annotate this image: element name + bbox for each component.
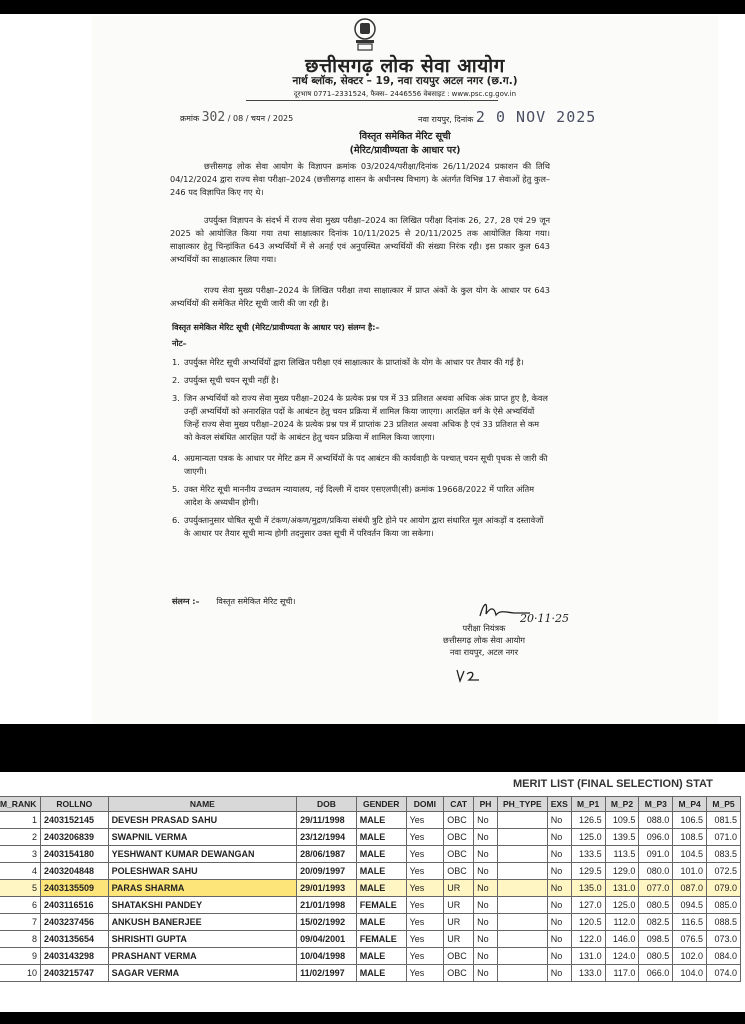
p5-cell: 088.5 [707, 914, 741, 931]
p3-cell: 080.5 [639, 897, 673, 914]
note-item: 6. उपर्युक्तानुसार घोषित सूची में टंकण/अंकण/मुद्रण/प्रकिया संबंधी त्रुटि होने पर आयोग द्वारा संधारित मूल आंकड़ों व दस्तावेजों के आधार पर तैयार सूची मान्य होगी तदनुसार उक्त सूची में परिवर्तन किया जा सकेगा। [172, 515, 544, 538]
p5-cell: 079.0 [707, 880, 741, 897]
gender-cell: MALE [356, 914, 406, 931]
p4-cell: 116.5 [673, 914, 707, 931]
dob-cell: 10/04/1998 [297, 948, 357, 965]
exs-cell: No [547, 948, 571, 965]
column-header: M_P3 [639, 797, 673, 812]
title-line-2: (मेरिट/प्रावीण्यता के आधार पर) [349, 145, 461, 156]
column-header: M_P4 [673, 797, 707, 812]
note-item: 3. जिन अभ्यर्थियों को राज्य सेवा मुख्य परीक्षा–2024 के प्रत्येक प्रश्न पत्र में 33 प्रतिशत अथवा अधिक अंक प्राप्त हुए है, केवल उन्हीं अभ्यर्थियों को अनारक्षित पदों के आबंटन हेतु चयन प्रक्रिया में शामिल किया जाएगा। आरक्षित वर्ग के ऐसे अभ्यर्थियों जिन्हें राज्य सेवा मुख्य परीक्षा–2024 के प्रत्येक प्रश्न पत्र में प्राप्तांक 23 प्रतिशत अथवा अधिक है एवं 33 प्रतिशत से कम को केवल संबंधित आरक्षित पदों के आबंटन हेतु चयन प्रक्रिया में शामिल किया जाएगा। [172, 393, 548, 442]
initials-icon [454, 666, 482, 684]
state-emblem-icon [348, 16, 382, 52]
dob-cell: 20/09/1997 [297, 863, 357, 880]
p5-cell: 071.0 [707, 829, 741, 846]
paragraph-3: राज्य सेवा मुख्य परीक्षा–2024 के लिखित परीक्षा तथा साक्षात्कार में प्राप्त अंकों के कुल योग के आधार पर 643 अभ्यर्थियों की समेकित मेरिट सूची जारी की जा रही है। [170, 285, 550, 308]
roll-cell: 2403143298 [40, 948, 108, 965]
dob-cell: 09/04/2001 [297, 931, 357, 948]
ph-type-cell [497, 948, 547, 965]
category-cell: UR [444, 931, 474, 948]
dob-cell: 15/02/1992 [297, 914, 357, 931]
signature-date: 20·11·25 [520, 612, 569, 625]
ph-cell: No [474, 897, 498, 914]
table-row [0, 897, 741, 914]
exs-cell: No [547, 829, 571, 846]
gender-cell: MALE [356, 829, 406, 846]
p2-cell: 109.5 [605, 812, 639, 829]
bottom-black-strip [0, 1012, 745, 1024]
roll-cell: 2403154180 [40, 846, 108, 863]
dob-cell: 11/02/1997 [297, 965, 357, 982]
column-header: NAME [108, 797, 297, 812]
p2-cell: 124.0 [605, 948, 639, 965]
gender-cell: MALE [356, 812, 406, 829]
exs-cell: No [547, 863, 571, 880]
date-stamp: 2 0 NOV 2025 [475, 108, 597, 126]
p3-cell: 080.5 [639, 948, 673, 965]
dob-cell: 29/11/1998 [297, 812, 357, 829]
p3-cell: 066.0 [639, 965, 673, 982]
roll-cell: 2403135654 [40, 931, 108, 948]
ph-type-cell [497, 965, 547, 982]
dob-cell: 29/01/1993 [297, 880, 357, 897]
ph-cell: No [474, 965, 498, 982]
category-cell: UR [444, 897, 474, 914]
p5-cell: 085.0 [707, 897, 741, 914]
p4-cell: 101.0 [673, 863, 707, 880]
p2-cell: 146.0 [605, 931, 639, 948]
column-header: ROLLNO [40, 797, 108, 812]
p4-cell: 106.5 [673, 812, 707, 829]
p3-cell: 077.0 [639, 880, 673, 897]
header-rule [246, 100, 498, 101]
p1-cell: 131.0 [571, 948, 605, 965]
title-line-1: विस्तृत समेकित मेरिट सूची [359, 131, 451, 142]
p1-cell: 133.5 [571, 846, 605, 863]
p1-cell: 125.0 [571, 829, 605, 846]
p3-cell: 098.5 [639, 931, 673, 948]
p2-cell: 117.0 [605, 965, 639, 982]
exs-cell: No [547, 931, 571, 948]
exs-cell: No [547, 965, 571, 982]
domicile-cell: Yes [406, 880, 444, 897]
p1-cell: 135.0 [571, 880, 605, 897]
p1-cell: 133.0 [571, 965, 605, 982]
roll-cell: 2403135509 [40, 880, 108, 897]
domicile-cell: Yes [406, 846, 444, 863]
column-header: DOB [297, 797, 357, 812]
rank-cell: 3 [0, 846, 40, 863]
note-item: 2. उपर्युक्त सूची चयन सूची नहीं है। [172, 375, 279, 385]
gender-cell: FEMALE [356, 931, 406, 948]
table-row [0, 965, 741, 982]
rank-cell: 4 [0, 863, 40, 880]
p2-cell: 129.0 [605, 863, 639, 880]
p1-cell: 122.0 [571, 931, 605, 948]
column-header: EXS [547, 797, 571, 812]
p2-cell: 125.0 [605, 897, 639, 914]
ph-type-cell [497, 829, 547, 846]
rank-cell: 5 [0, 880, 40, 897]
signer-org: छत्तीसगढ़ लोक सेवा आयोग [442, 635, 526, 645]
ph-type-cell [497, 914, 547, 931]
ph-cell: No [474, 931, 498, 948]
category-cell: OBC [444, 812, 474, 829]
p5-cell: 083.5 [707, 846, 741, 863]
gender-cell: FEMALE [356, 897, 406, 914]
note-item: 5. उक्त मेरिट सूची माननीय उच्चतम न्यायालय, नई दिल्ली में दायर एसएलपी(सी) क्रमांक 19668/2022 में पारित अंतिम आदेश के अध्यधीन होगी। [172, 484, 535, 507]
gender-cell: MALE [356, 880, 406, 897]
ph-cell: No [474, 914, 498, 931]
org-name: छत्तीसगढ़ लोक सेवा आयोग [305, 55, 505, 77]
category-cell: OBC [444, 829, 474, 846]
domicile-cell: Yes [406, 897, 444, 914]
enclosure-line [172, 596, 295, 607]
name-cell: POLESHWAR SAHU [108, 863, 297, 880]
table-row [0, 863, 741, 880]
column-header: M_P5 [707, 797, 741, 812]
exs-cell: No [547, 812, 571, 829]
ph-cell: No [474, 846, 498, 863]
dob-cell: 28/06/1987 [297, 846, 357, 863]
ph-cell: No [474, 812, 498, 829]
reference-line [180, 110, 293, 125]
p1-cell: 120.5 [571, 914, 605, 931]
ph-type-cell [497, 931, 547, 948]
rank-cell: 7 [0, 914, 40, 931]
name-cell: PRASHANT VERMA [108, 948, 297, 965]
exs-cell: No [547, 914, 571, 931]
category-cell: OBC [444, 965, 474, 982]
rank-cell: 9 [0, 948, 40, 965]
table-row [0, 846, 741, 863]
date-line [418, 108, 596, 126]
p5-cell: 072.5 [707, 863, 741, 880]
rank-cell: 2 [0, 829, 40, 846]
category-cell: UR [444, 880, 474, 897]
roll-cell: 2403237456 [40, 914, 108, 931]
p5-cell: 074.0 [707, 965, 741, 982]
p2-cell: 113.5 [605, 846, 639, 863]
signer-title: परीक्षा नियंत्रक [462, 623, 506, 633]
rank-cell: 6 [0, 897, 40, 914]
p2-cell: 112.0 [605, 914, 639, 931]
domicile-cell: Yes [406, 863, 444, 880]
column-header: M_P2 [605, 797, 639, 812]
rank-cell: 10 [0, 965, 40, 982]
p2-cell: 131.0 [605, 880, 639, 897]
p1-cell: 129.5 [571, 863, 605, 880]
gender-cell: MALE [356, 846, 406, 863]
p5-cell: 084.0 [707, 948, 741, 965]
domicile-cell: Yes [406, 931, 444, 948]
p4-cell: 102.0 [673, 948, 707, 965]
domicile-cell: Yes [406, 829, 444, 846]
exs-cell: No [547, 846, 571, 863]
org-address: नार्थ ब्लॉक, सेक्टर – 19, नवा रायपुर अटल नगर (छ.ग.) [292, 75, 518, 87]
ph-type-cell [497, 846, 547, 863]
category-cell: OBC [444, 863, 474, 880]
p3-cell: 091.0 [639, 846, 673, 863]
table-row [0, 880, 741, 897]
exs-cell: No [547, 897, 571, 914]
ph-cell: No [474, 863, 498, 880]
merit-table-body [0, 812, 741, 982]
p3-cell: 080.0 [639, 863, 673, 880]
ph-type-cell [497, 863, 547, 880]
dob-cell: 21/01/1998 [297, 897, 357, 914]
note-item: 1. उपर्युक्त मेरिट सूची अभ्यर्थियों द्वारा लिखित परीक्षा एवं साक्षात्कार के प्राप्तांकों के योग के आधार पर तैयार की गई है। [172, 357, 524, 367]
rank-cell: 8 [0, 931, 40, 948]
gender-cell: MALE [356, 948, 406, 965]
ph-cell: No [474, 880, 498, 897]
top-black-strip [0, 0, 745, 14]
roll-cell: 2403206839 [40, 829, 108, 846]
name-cell: YESHWANT KUMAR DEWANGAN [108, 846, 297, 863]
p4-cell: 104.5 [673, 846, 707, 863]
middle-black-strip [0, 724, 745, 772]
name-cell: SHRISHTI GUPTA [108, 931, 297, 948]
p4-cell: 108.5 [673, 829, 707, 846]
signer-block [426, 622, 542, 658]
org-contact: दूरभाष 0771–2331524, फैक्स– 2446556 वेबसाइट : www.psc.cg.gov.in [293, 90, 517, 98]
p2-cell: 139.5 [605, 829, 639, 846]
category-cell: UR [444, 914, 474, 931]
gender-cell: MALE [356, 863, 406, 880]
column-header: M_RANK [0, 797, 40, 812]
merit-table-title: MERIT LIST (FINAL SELECTION) STAT [513, 778, 713, 790]
notes-list [172, 356, 550, 545]
domicile-cell: Yes [406, 914, 444, 931]
ph-type-cell [497, 880, 547, 897]
domicile-cell: Yes [406, 812, 444, 829]
gender-cell: MALE [356, 965, 406, 982]
merit-table [0, 796, 741, 982]
ph-cell: No [474, 948, 498, 965]
roll-cell: 2403215747 [40, 965, 108, 982]
p3-cell: 096.0 [639, 829, 673, 846]
column-header: M_P1 [571, 797, 605, 812]
category-cell: OBC [444, 948, 474, 965]
ph-cell: No [474, 829, 498, 846]
roll-cell: 2403116516 [40, 897, 108, 914]
merit-table-area [0, 772, 745, 1012]
p3-cell: 082.5 [639, 914, 673, 931]
ph-type-cell [497, 812, 547, 829]
place-date-label: नवा रायपुर, दिनांक [418, 115, 474, 124]
name-cell: SWAPNIL VERMA [108, 829, 297, 846]
p4-cell: 104.0 [673, 965, 707, 982]
roll-cell: 2403152145 [40, 812, 108, 829]
enclosure-text: विस्तृत समेकित मेरिट सूची। [216, 597, 296, 606]
p5-cell: 073.0 [707, 931, 741, 948]
domicile-cell: Yes [406, 948, 444, 965]
table-row [0, 931, 741, 948]
name-cell: PARAS SHARMA [108, 880, 297, 897]
table-row [0, 812, 741, 829]
domicile-cell: Yes [406, 965, 444, 982]
column-header: PH_TYPE [497, 797, 547, 812]
name-cell: DEVESH PRASAD SAHU [108, 812, 297, 829]
column-header: DOMI [406, 797, 444, 812]
ref-rest: / 08 / चयन / 2025 [227, 114, 294, 123]
paragraph-2: उपर्युक्त विज्ञापन के संदर्भ में राज्य सेवा मुख्य परीक्षा–2024 का लिखित परीक्षा दिनांक 26, 27, 28 एवं 29 जून 2025 को आयोजित किया गया तथा साक्षात्कार दिनांक 10/11/2025 से 20/11/2025 तक आयोजित किया गया। साक्षात्कार हेतु चिन्हांकित 643 अभ्यर्थियों में से अनर्ह एवं अनुपस्थित अभ्यर्थियों की संख्या निरंक रही। इस प्रकार कुल 643 अभ्यर्थियों का साक्षात्कार लिया गया। [170, 215, 550, 264]
table-row [0, 914, 741, 931]
document-title [92, 130, 718, 158]
p5-cell: 081.5 [707, 812, 741, 829]
ref-label: क्रमांक [180, 114, 200, 123]
column-header: CAT [444, 797, 474, 812]
attached-line: विस्तृत समेकित मेरिट सूची (मेरिट/प्रावीण्यता के आधार पर) संलग्न है:– [172, 323, 380, 332]
p1-cell: 126.5 [571, 812, 605, 829]
category-cell: OBC [444, 846, 474, 863]
enclosure-label: संलग्न :– [172, 597, 200, 606]
p4-cell: 087.0 [673, 880, 707, 897]
name-cell: SHATAKSHI PANDEY [108, 897, 297, 914]
note-item: 4. अग्रमान्यता पत्रक के आधार पर मेरिट क्रम में अभ्यर्थियों के पद आबंटन की कार्यवाही के पश्चात् चयन सूची पृथक से जारी की जाएगी। [172, 453, 548, 476]
exs-cell: No [547, 880, 571, 897]
signer-place: नवा रायपुर, अटल नगर [449, 647, 519, 657]
dob-cell: 23/12/1994 [297, 829, 357, 846]
table-header-row [0, 797, 741, 812]
p4-cell: 094.5 [673, 897, 707, 914]
ref-number: 302 [201, 110, 226, 125]
column-header: PH [474, 797, 498, 812]
rank-cell: 1 [0, 812, 40, 829]
column-header: GENDER [356, 797, 406, 812]
ph-type-cell [497, 897, 547, 914]
table-row [0, 948, 741, 965]
name-cell: SAGAR VERMA [108, 965, 297, 982]
p3-cell: 088.0 [639, 812, 673, 829]
roll-cell: 2403204848 [40, 863, 108, 880]
p1-cell: 127.0 [571, 897, 605, 914]
p4-cell: 076.5 [673, 931, 707, 948]
note-label: नोट– [172, 339, 187, 348]
table-row [0, 829, 741, 846]
name-cell: ANKUSH BANERJEE [108, 914, 297, 931]
paragraph-1: छत्तीसगढ़ लोक सेवा आयोग के विज्ञापन क्रमांक 03/2024/परीक्षा/दिनांक 26/11/2024 प्रकाशन की तिथि 04/12/2024 द्वारा राज्य सेवा परीक्षा–2024 (छत्तीसगढ़ शासन के अधीनस्थ विभाग) के अंतर्गत विभिन्न 17 सेवाओं हेतु कुल–246 पद विज्ञापित किए गए थे। [170, 161, 550, 197]
